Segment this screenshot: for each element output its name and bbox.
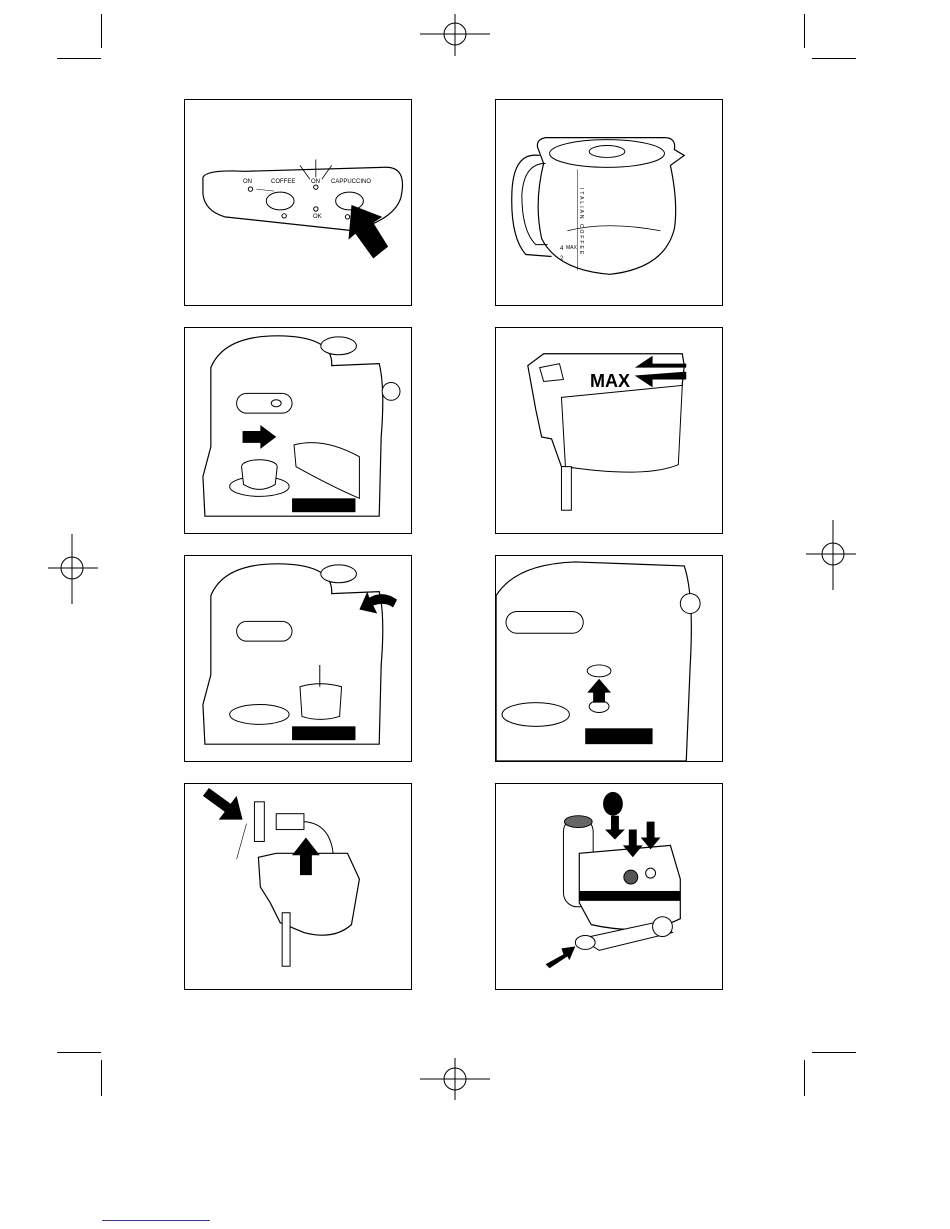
panel-steam-nozzle xyxy=(184,783,412,990)
water-tank-illustration xyxy=(496,328,722,533)
panel-machine-dispense xyxy=(184,327,412,534)
cappuccino-label: CAPPUCCINO xyxy=(331,179,372,185)
down-arrow-icon-1 xyxy=(605,816,625,840)
crop-mark-tr-h xyxy=(812,58,856,59)
carafe-vertical-text: ITALIAN COFFEE xyxy=(578,188,584,257)
panel-filter-parts xyxy=(495,783,723,990)
coffee-label: COFFEE xyxy=(271,179,296,185)
panel-water-tank xyxy=(495,327,723,534)
down-arrow-icon-3 xyxy=(641,822,661,850)
registration-target-right xyxy=(806,520,856,590)
control-panel-illustration xyxy=(185,100,411,305)
panel-control-buttons xyxy=(184,99,412,306)
on-ok-top-label: ON xyxy=(311,179,320,185)
max-label: MAX xyxy=(590,371,630,391)
carafe-mark-2: 2 xyxy=(560,256,564,262)
carafe-mark-max: MAX xyxy=(566,245,577,251)
crop-mark-tl-h xyxy=(57,58,101,59)
filter-parts-illustration xyxy=(496,784,722,989)
panel-carafe xyxy=(495,99,723,306)
panel-machine-spout xyxy=(495,555,723,762)
carafe-mark-4: 4 xyxy=(560,246,564,252)
crop-mark-br-h xyxy=(812,1052,856,1053)
on-label: ON xyxy=(243,179,252,185)
machine-spout-illustration xyxy=(496,556,722,761)
crop-mark-bl-h xyxy=(57,1052,101,1053)
bottom-rule-line xyxy=(102,1220,210,1221)
side-arrow-icon xyxy=(546,946,576,968)
crop-mark-tl-v xyxy=(101,14,102,48)
machine-knob-illustration xyxy=(185,556,411,761)
registration-target-bottom xyxy=(420,1058,490,1100)
diagonal-arrow-icon xyxy=(203,788,243,820)
crop-mark-tr-v xyxy=(804,14,805,48)
registration-target-top xyxy=(420,14,490,56)
on-ok-bottom-label: OK xyxy=(313,214,322,220)
steam-nozzle-illustration xyxy=(185,784,411,989)
crop-mark-bl-v xyxy=(101,1060,102,1096)
crop-mark-br-v xyxy=(804,1060,805,1096)
panel-machine-knob xyxy=(184,555,412,762)
machine-dispense-illustration xyxy=(185,328,411,533)
registration-target-left xyxy=(48,534,98,604)
carafe-illustration xyxy=(496,100,722,305)
